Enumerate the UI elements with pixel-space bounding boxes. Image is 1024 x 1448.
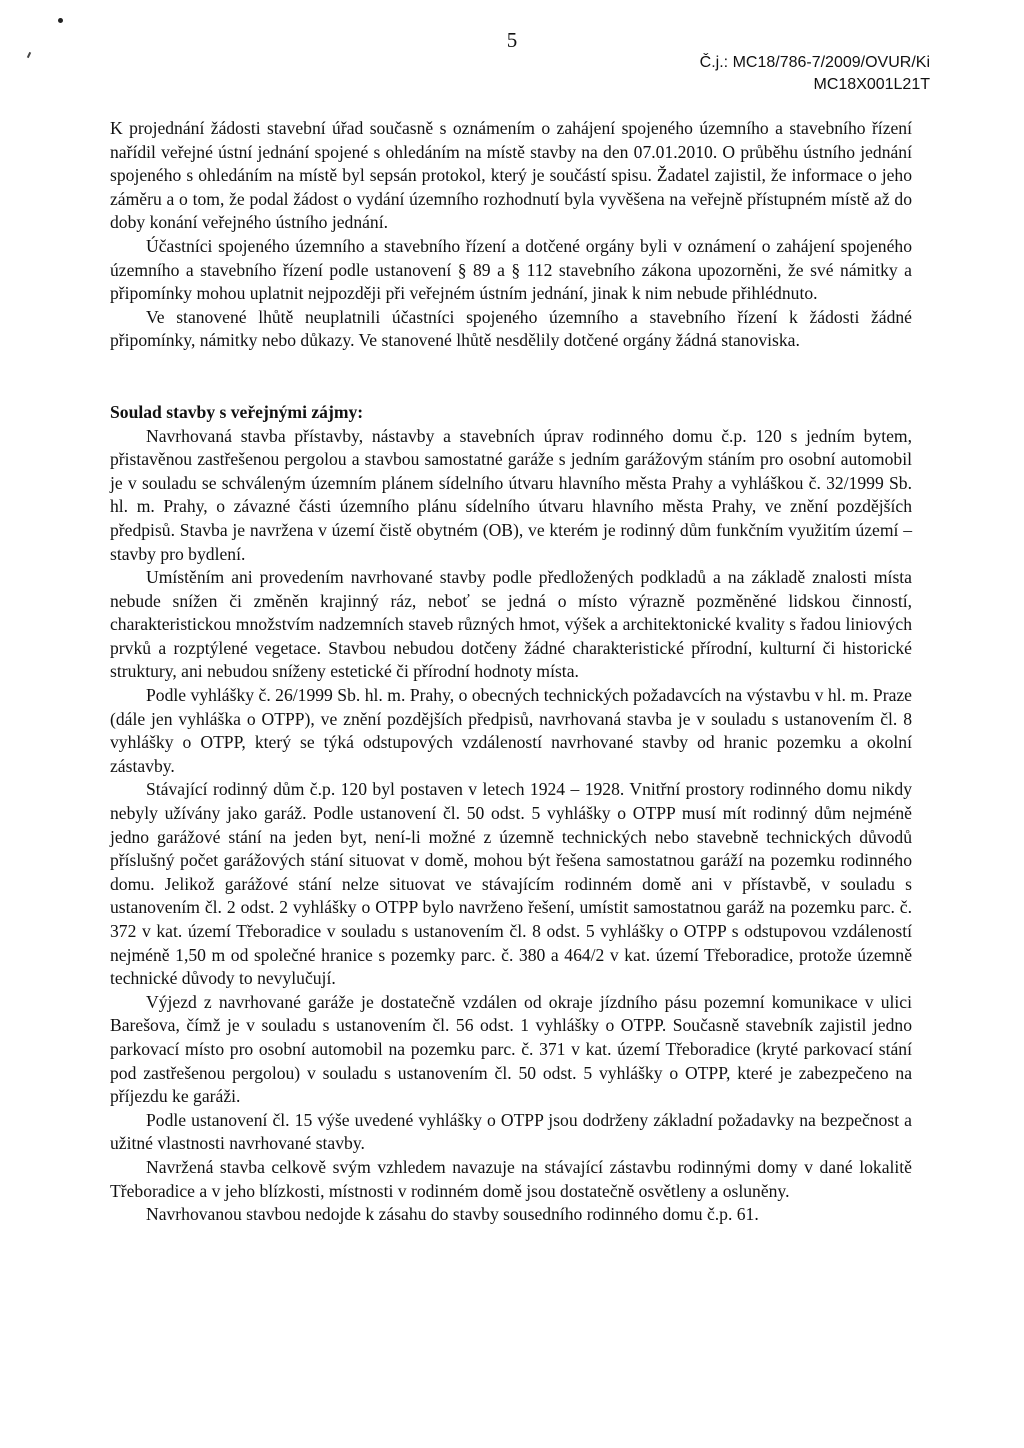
paragraph: Navrhovaná stavba přístavby, nástavby a stavebních úprav rodinného domu č.p. 120 s jedním bytem, přistavěnou zastřešenou pergolou a stavbou samostatné garáže s jedním garážovým stáním pro osobní automobil je v souladu se schváleným územním plánem sídelního útvaru hlavního města Prahy a vyhláškou č. 32/1999 Sb. hl. m. Prahy, o závazné části územního plánu sídelního útvaru hlavního města Prahy, ve znění pozdějších předpisů. Stavba je navržena v území čistě obytném (OB), ve kterém je rodinný dům funkčním využitím území – stavby pro bydlení. xyxy=(110,425,912,564)
paragraph: Účastníci spojeného územního a stavebního řízení a dotčené orgány byli v oznámení o zahájení spojeného územního a stavebního řízení podle ustanovení § 89 a § 112 stavebního zákona upozorněni, že své námitky a připomínky mohou uplatnit nejpozději při veřejném ústním jednání, jinak k nim nebude přihlédnuto. xyxy=(110,235,912,304)
paragraph: Podle vyhlášky č. 26/1999 Sb. hl. m. Prahy, o obecných technických požadavcích na výstavbu v hl. m. Praze (dále jen vyhláška o OTPP), ve znění pozdějších předpisů, navrhovaná stavba je v souladu s ustanovením čl. 8 vyhlášky o OTPP, který se týká odstupových vzdáleností navrhované stavby od hranic pozemku a okolní zástavby. xyxy=(110,685,912,776)
reference-number xyxy=(700,52,930,96)
reference-line-2: MC18X001L21T xyxy=(813,76,930,93)
section-heading: Soulad stavby s veřejnými zájmy: xyxy=(110,401,364,422)
paragraph: Výjezd z navrhované garáže je dostatečně vzdálen od okraje jízdního pásu pozemní komunikace v ulici Barešova, čímž je v souladu s ustanovením čl. 56 odst. 1 vyhlášky o OTPP. Současně stavebník zajistil jedno parkovací místo pro osobní automobil na pozemku parc. č. 371 v kat. území Třeboradice (kryté parkovací stání pod zastřešenou pergolou) v souladu s ustanovením čl. 50 odst. 5 vyhlášky o OTPP, které je zabezpečeno na příjezdu ke garáži. xyxy=(110,991,912,1107)
paragraph: Navrhovanou stavbou nedojde k zásahu do stavby sousedního rodinného domu č.p. 61. xyxy=(146,1204,759,1225)
scan-mark xyxy=(27,52,31,58)
paragraph: Umístěním ani provedením navrhované stavby podle předložených podkladů a na základě znalosti místa nebude snížen či změněn krajinný ráz, neboť se jedná o místo výrazně pozměněné lidskou činností, charakteristickou množstvím nadzemních staveb různých hmot, výšek a architektonické kvality s řadou liniových prvků a rozptýlené vegetace. Stavbou nebudou dotčeny žádné charakteristické přírodní, kulturní či historické struktury, ani nebudou sníženy estetické či přírodní hodnoty místa. xyxy=(110,567,912,682)
document-body xyxy=(110,117,912,1227)
paragraph: Ve stanovené lhůtě neuplatnili účastníci spojeného územního a stavebního řízení k žádosti žádné připomínky, námitky nebo důkazy. Ve stanovené lhůtě nesdělily dotčené orgány žádná stanoviska. xyxy=(110,306,912,351)
paragraph: Navržená stavba celkově svým vzhledem navazuje na stávající zástavbu rodinnými domy v dané lokalitě Třeboradice a v jeho blízkosti, místnosti v rodinném domě jsou dostatečně osvětleny a osluněny. xyxy=(110,1156,912,1201)
scan-speck xyxy=(58,18,63,23)
paragraph: K projednání žádosti stavební úřad současně s oznámením o zahájení spojeného územního a stavebního řízení nařídil veřejné ústní jednání spojené s ohledáním na místě stavby na den 07.01.2010. O průběhu ústního jednání spojeného s ohledáním na místě byl sepsán protokol, který je součástí spisu. Žadatel zajistil, že informace o jeho záměru a o tom, že podal žádost o vydání územního rozhodnutí byla vyvěšena na veřejně přístupném místě až do doby konání veřejného ústního jednání. xyxy=(110,118,912,233)
paragraph: Podle ustanovení čl. 15 výše uvedené vyhlášky o OTPP jsou dodrženy základní požadavky na bezpečnost a užitné vlastnosti navrhované stavby. xyxy=(110,1109,912,1154)
page-number: 5 xyxy=(506,28,518,52)
reference-line-1: Č.j.: MC18/786-7/2009/OVUR/Ki xyxy=(699,54,930,71)
paragraph: Stávající rodinný dům č.p. 120 byl postaven v letech 1924 – 1928. Vnitřní prostory rodinného domu nikdy nebyly užívány jako garáž. Podle ustanovení čl. 50 odst. 5 vyhlášky o OTPP musí mít rodinný dům nejméně jedno garážové stání na jeden byt, není-li možné z územně technických nebo stavebně technických důvodů příslušný počet garážových stání situovat v domě, mohou být řešena samostatnou garáží na pozemku rodinného domu. Jelikož garážové stání nelze situovat ve stávajícím rodinném domě ani v přístavbě, v souladu s ustanovením čl. 2 odst. 2 vyhlášky o OTPP bylo navrženo řešení, umístit samostatnou garáž na pozemku parc. č. 372 v kat. území Třeboradice v souladu s ustanovením čl. 8 odst. 5 vyhlášky o OTPP s odstupovou vzdáleností nejméně 1,50 m od společné hranice s pozemky parc. č. 380 a 464/2 v kat. území Třeboradice, protože územně technické důvody to nevylučují. xyxy=(110,779,912,989)
